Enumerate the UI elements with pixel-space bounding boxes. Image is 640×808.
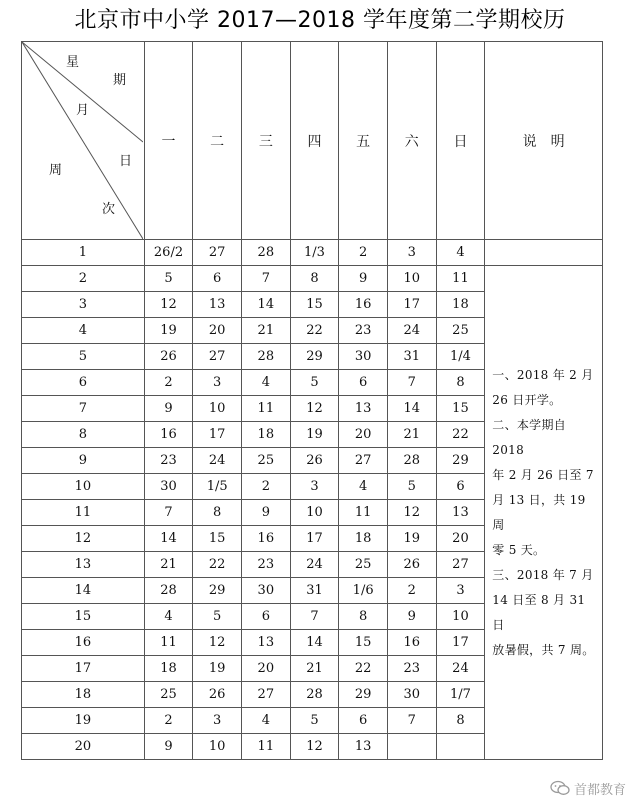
- week-number: 5: [22, 344, 145, 370]
- date-cell: 1/3: [290, 240, 339, 266]
- date-cell: 20: [436, 526, 485, 552]
- date-cell: 12: [290, 396, 339, 422]
- date-cell: 21: [242, 318, 291, 344]
- calendar-body: [22, 240, 603, 760]
- date-cell: 23: [339, 318, 388, 344]
- date-cell: 12: [290, 734, 339, 760]
- date-cell: 1/7: [436, 682, 485, 708]
- date-cell: 3: [290, 474, 339, 500]
- date-cell: 23: [242, 552, 291, 578]
- date-cell: 23: [387, 656, 436, 682]
- date-cell: 24: [290, 552, 339, 578]
- note-line: 零 5 天。: [492, 542, 546, 557]
- header-row: [22, 42, 603, 240]
- date-cell: 22: [290, 318, 339, 344]
- date-cell: 3: [193, 708, 242, 734]
- date-cell: 4: [339, 474, 388, 500]
- date-cell: 4: [144, 604, 193, 630]
- date-cell: 31: [290, 578, 339, 604]
- week-number: 6: [22, 370, 145, 396]
- date-cell: 18: [144, 656, 193, 682]
- date-cell: 9: [144, 734, 193, 760]
- date-cell: 5: [193, 604, 242, 630]
- wechat-icon: [550, 780, 570, 796]
- date-cell: 28: [290, 682, 339, 708]
- week-row: [22, 240, 603, 266]
- note-line: 月 13 日，共 19 周: [492, 492, 586, 532]
- date-cell: 15: [193, 526, 242, 552]
- date-cell: 25: [242, 448, 291, 474]
- date-cell: 7: [242, 266, 291, 292]
- school-calendar-table: [21, 41, 603, 759]
- date-cell: 13: [242, 630, 291, 656]
- date-cell: 2: [144, 708, 193, 734]
- date-cell: 20: [193, 318, 242, 344]
- date-cell: 24: [436, 656, 485, 682]
- date-cell: 17: [290, 526, 339, 552]
- date-cell: 28: [242, 240, 291, 266]
- date-cell: 8: [193, 500, 242, 526]
- date-cell: 12: [387, 500, 436, 526]
- date-cell: 25: [339, 552, 388, 578]
- date-cell: 26/2: [144, 240, 193, 266]
- date-cell: 17: [436, 630, 485, 656]
- date-cell: 5: [290, 370, 339, 396]
- date-cell: 22: [436, 422, 485, 448]
- date-cell: 20: [242, 656, 291, 682]
- date-cell: 10: [193, 396, 242, 422]
- notes-cell: [485, 266, 603, 760]
- date-cell: 15: [436, 396, 485, 422]
- date-cell: 8: [339, 604, 388, 630]
- note-line: 放暑假，共 7 周。: [492, 642, 595, 657]
- date-cell: 24: [387, 318, 436, 344]
- date-cell: 4: [242, 708, 291, 734]
- week-number: 4: [22, 318, 145, 344]
- date-cell: 14: [242, 292, 291, 318]
- date-cell: 9: [339, 266, 388, 292]
- week-number: 14: [22, 578, 145, 604]
- date-cell: 1/6: [339, 578, 388, 604]
- week-number: 15: [22, 604, 145, 630]
- date-cell: 21: [387, 422, 436, 448]
- date-cell: 29: [436, 448, 485, 474]
- date-cell: 26: [387, 552, 436, 578]
- header-label-xing: 星: [66, 55, 80, 70]
- date-cell: 28: [242, 344, 291, 370]
- week-number: 7: [22, 396, 145, 422]
- date-cell: 21: [290, 656, 339, 682]
- date-cell: 26: [144, 344, 193, 370]
- date-cell: 28: [387, 448, 436, 474]
- date-cell: 2: [387, 578, 436, 604]
- date-cell: 18: [339, 526, 388, 552]
- date-cell: 11: [339, 500, 388, 526]
- date-cell: 27: [193, 240, 242, 266]
- date-cell: 9: [387, 604, 436, 630]
- date-cell: 30: [242, 578, 291, 604]
- date-cell: 29: [193, 578, 242, 604]
- date-cell: 9: [242, 500, 291, 526]
- date-cell: 11: [144, 630, 193, 656]
- date-cell: 2: [339, 240, 388, 266]
- date-cell: 14: [387, 396, 436, 422]
- date-cell: 14: [144, 526, 193, 552]
- date-cell: 21: [144, 552, 193, 578]
- date-cell: 16: [242, 526, 291, 552]
- date-cell: 18: [436, 292, 485, 318]
- page-title: 北京市中小学 2017—2018 学年度第二学期校历: [74, 8, 566, 33]
- notes-empty-cell: [485, 240, 603, 266]
- date-cell: 15: [339, 630, 388, 656]
- date-cell: 18: [242, 422, 291, 448]
- date-cell: 11: [436, 266, 485, 292]
- week-number: 9: [22, 448, 145, 474]
- date-cell: 27: [242, 682, 291, 708]
- date-cell: 4: [436, 240, 485, 266]
- date-cell: 3: [436, 578, 485, 604]
- week-row: [22, 266, 603, 292]
- note-line: 14 日至 8 月 31 日: [492, 592, 586, 632]
- weekday-header: 一: [144, 42, 193, 240]
- notes-header: 说 明: [485, 42, 603, 240]
- header-label-ci: 次: [102, 202, 116, 217]
- date-cell: 6: [339, 708, 388, 734]
- header-label-zhou: 周: [49, 163, 63, 178]
- note-line: 年 2 月 26 日至 7: [492, 467, 594, 482]
- week-number: 20: [22, 734, 145, 760]
- date-cell: 8: [436, 708, 485, 734]
- diagonal-header-cell: [22, 42, 145, 240]
- date-cell: 13: [339, 396, 388, 422]
- weekday-header: 五: [339, 42, 388, 240]
- date-cell: 22: [339, 656, 388, 682]
- date-cell: 16: [339, 292, 388, 318]
- date-cell: [436, 734, 485, 760]
- weekday-header: 四: [290, 42, 339, 240]
- date-cell: 13: [193, 292, 242, 318]
- date-cell: 6: [339, 370, 388, 396]
- date-cell: 8: [436, 370, 485, 396]
- date-cell: 10: [290, 500, 339, 526]
- date-cell: 19: [144, 318, 193, 344]
- date-cell: 12: [144, 292, 193, 318]
- date-cell: 16: [387, 630, 436, 656]
- week-number: 18: [22, 682, 145, 708]
- date-cell: 1/4: [436, 344, 485, 370]
- date-cell: 19: [290, 422, 339, 448]
- date-cell: 19: [387, 526, 436, 552]
- date-cell: 31: [387, 344, 436, 370]
- date-cell: 30: [339, 344, 388, 370]
- week-number: 12: [22, 526, 145, 552]
- header-label-yue: 月: [76, 103, 90, 118]
- date-cell: 1/5: [193, 474, 242, 500]
- date-cell: 28: [144, 578, 193, 604]
- date-cell: 11: [242, 734, 291, 760]
- date-cell: 29: [290, 344, 339, 370]
- date-cell: 3: [387, 240, 436, 266]
- date-cell: 25: [144, 682, 193, 708]
- date-cell: 4: [242, 370, 291, 396]
- date-cell: 26: [193, 682, 242, 708]
- note-line: 三、2018 年 7 月: [492, 567, 594, 582]
- date-cell: 17: [387, 292, 436, 318]
- week-number: 1: [22, 240, 145, 266]
- week-number: 3: [22, 292, 145, 318]
- date-cell: 25: [436, 318, 485, 344]
- date-cell: 29: [339, 682, 388, 708]
- week-number: 8: [22, 422, 145, 448]
- date-cell: 6: [242, 604, 291, 630]
- note-line: 一、2018 年 2 月: [492, 367, 594, 382]
- week-number: 16: [22, 630, 145, 656]
- date-cell: 27: [339, 448, 388, 474]
- date-cell: 2: [144, 370, 193, 396]
- week-number: 2: [22, 266, 145, 292]
- date-cell: 17: [193, 422, 242, 448]
- date-cell: 5: [290, 708, 339, 734]
- date-cell: 13: [436, 500, 485, 526]
- note-line: 二、本学期自 2018: [492, 417, 567, 457]
- date-cell: 30: [144, 474, 193, 500]
- header-label-qi: 期: [113, 73, 127, 88]
- date-cell: 23: [144, 448, 193, 474]
- date-cell: 12: [193, 630, 242, 656]
- date-cell: 24: [193, 448, 242, 474]
- date-cell: 19: [193, 656, 242, 682]
- date-cell: 7: [387, 708, 436, 734]
- header-label-ri: 日: [119, 154, 133, 169]
- watermark-text: 首都教育: [573, 782, 626, 798]
- date-cell: 15: [290, 292, 339, 318]
- week-number: 13: [22, 552, 145, 578]
- date-cell: 7: [290, 604, 339, 630]
- date-cell: 30: [387, 682, 436, 708]
- week-number: 19: [22, 708, 145, 734]
- date-cell: 3: [193, 370, 242, 396]
- date-cell: 11: [242, 396, 291, 422]
- note-line: 26 日开学。: [492, 392, 562, 407]
- week-number: 17: [22, 656, 145, 682]
- date-cell: 6: [436, 474, 485, 500]
- date-cell: 7: [144, 500, 193, 526]
- date-cell: 26: [290, 448, 339, 474]
- date-cell: 5: [144, 266, 193, 292]
- date-cell: 8: [290, 266, 339, 292]
- date-cell: 16: [144, 422, 193, 448]
- weekday-header: 二: [193, 42, 242, 240]
- weekday-header: 六: [387, 42, 436, 240]
- date-cell: 22: [193, 552, 242, 578]
- date-cell: 27: [436, 552, 485, 578]
- date-cell: 10: [193, 734, 242, 760]
- date-cell: 10: [387, 266, 436, 292]
- date-cell: 20: [339, 422, 388, 448]
- date-cell: 2: [242, 474, 291, 500]
- date-cell: 14: [290, 630, 339, 656]
- watermark: [550, 776, 626, 800]
- weekday-header: 三: [242, 42, 291, 240]
- date-cell: 9: [144, 396, 193, 422]
- date-cell: 5: [387, 474, 436, 500]
- week-number: 11: [22, 500, 145, 526]
- date-cell: 13: [339, 734, 388, 760]
- weekday-header: 日: [436, 42, 485, 240]
- date-cell: 10: [436, 604, 485, 630]
- date-cell: 6: [193, 266, 242, 292]
- date-cell: 27: [193, 344, 242, 370]
- week-number: 10: [22, 474, 145, 500]
- date-cell: 7: [387, 370, 436, 396]
- date-cell: [387, 734, 436, 760]
